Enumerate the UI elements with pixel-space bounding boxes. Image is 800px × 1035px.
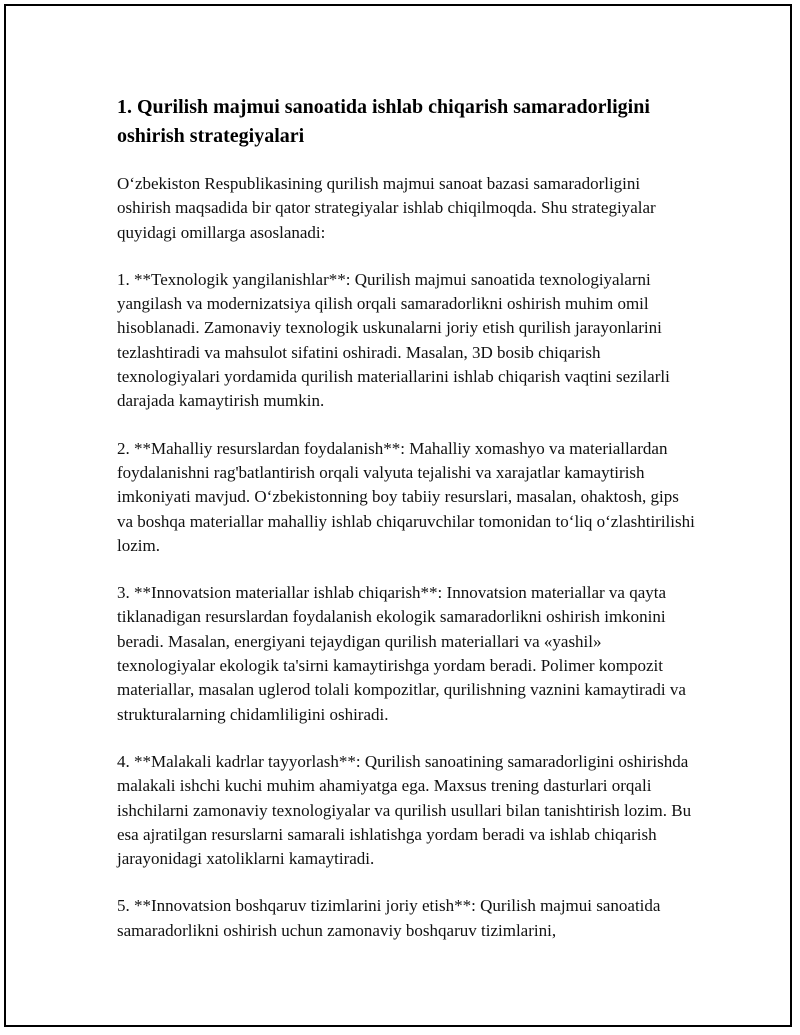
paragraph-innovative-materials: 3. **Innovatsion materiallar ishlab chiqarish**: Innovatsion materiallar va qayta tiklanadigan resurslardan foydalanish ekologik samaradorlikni oshirish imkonini beradi. Masalan, energiyani tejaydigan qurilish materiallari va «yashil» texnologiyalar ekologik ta'sirni kamaytirishga yordam beradi. Polimer kompozit materiallar, masalan uglerod tolali kompozitlar, qurilishning vaznini kamaytiradi va strukturalarning chidamliligini oshiradi.	[117, 583, 686, 724]
paragraph-qualified-personnel: 4. **Malakali kadrlar tayyorlash**: Qurilish sanoatining samaradorligini oshirishda malakali ishchi kuchi muhim ahamiyatga ega. Maxsus trening dasturlari orqali ishchilarni zamonaviy texnologiyalar va qurilish usullari bilan tanishtirish lozim. Bu esa ajratilgan resurslarni samarali ishlatishga yordam beradi va ishlab chiqarish jarayonidagi xatoliklarni kamaytiradi.	[117, 751, 692, 869]
document-body	[117, 93, 697, 966]
paragraph-technology-updates: 1. **Texnologik yangilanishlar**: Qurilish majmui sanoatida texnologiyalarni yangilash va modernizatsiya qilish orqali samaradorlikni oshirish muhim omil hisoblanadi. Zamonaviy texnologik uskunalarni joriy etish qurilish jarayonlarini tezlashtiradi va mahsulot sifatini oshiradi. Masalan, 3D bosib chiqarish texnologiyalari yordamida qurilish materiallarini ishlab chiqarish vaqtini sezilarli darajada kamaytirish mumkin.	[117, 269, 670, 411]
section-heading: 1. Qurilish majmui sanoatida ishlab chiqarish samaradorligini oshirish strategiyalari	[117, 96, 650, 147]
paragraph-management-systems: 5. **Innovatsion boshqaruv tizimlarini joriy etish**: Qurilish majmui sanoatida samaradorlikni oshirish uchun zamonaviy boshqaruv tizimlarini,	[117, 896, 661, 940]
intro-paragraph: O‘zbekiston Respublikasining qurilish majmui sanoat bazasi samaradorligini oshirish maqsadida bir qator strategiyalar ishlab chiqilmoqda. Shu strategiyalar quyidagi omillarga asoslanadi:	[117, 174, 656, 242]
paragraph-local-resources: 2. **Mahalliy resurslardan foydalanish**: Mahalliy xomashyo va materiallardan foydalanishni rag'batlantirish orqali valyuta tejalishi va xarajatlar kamaytirish imkoniyati mavjud. O‘zbekistonning boy tabiiy resurslari, masalan, ohaktosh, gips va boshqa materiallar mahalliy ishlab chiqaruvchilar tomonidan to‘liq o‘zlashtirilishi lozim.	[117, 438, 695, 555]
